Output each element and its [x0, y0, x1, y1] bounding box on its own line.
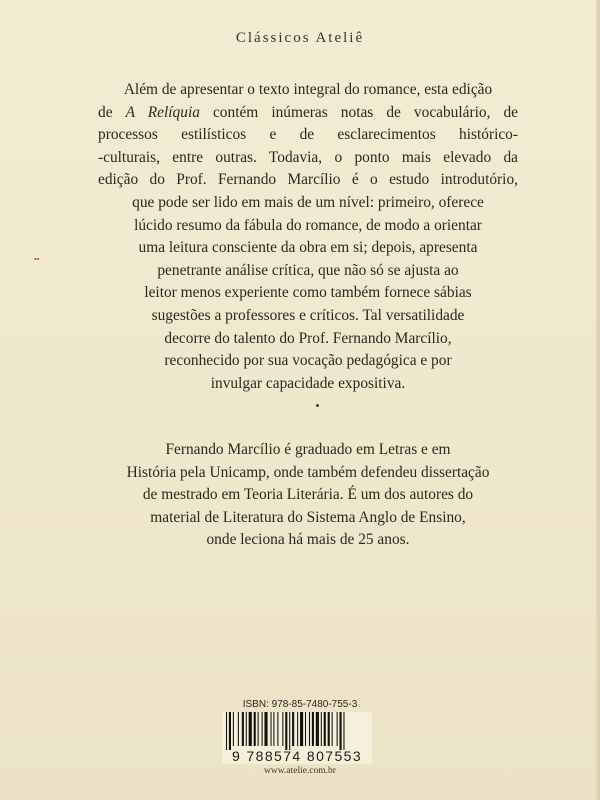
author-bio-paragraph: [98, 439, 518, 552]
text-line: onde leciona há mais de 25 anos.: [206, 531, 410, 549]
text-line: uma leitura consciente da obra em si; depois, apresenta: [138, 239, 478, 257]
barcode-bar: [254, 712, 256, 746]
text-line: lúcido resumo da fábula do romance, de modo a orientar: [134, 216, 482, 234]
text-line: Além de apresentar o texto integral do romance, esta edição: [123, 81, 493, 98]
barcode-bar: [277, 712, 278, 746]
barcode-bar: [285, 712, 287, 750]
barcode-bar: [271, 712, 272, 746]
barcode-bar: [246, 712, 247, 746]
barcode-bar: [312, 712, 314, 746]
barcode-bar: [324, 712, 326, 746]
cover-edge: [596, 0, 600, 800]
barcode-bar: [340, 712, 342, 750]
barcode-bar: [226, 712, 227, 750]
barcode-digits: 9 788574 807553: [232, 748, 362, 764]
text-line: -culturais, entre outras. Todavia, o ponto mais elevado da: [98, 148, 518, 166]
text-line: de mestrado em Teoria Literária. É um dos autores do: [142, 486, 474, 504]
barcode-bar: [343, 712, 344, 750]
barcode-bar: [258, 712, 259, 746]
text-line: decorre do talento do Prof. Fernando Marcílio,: [164, 329, 452, 347]
publisher-website: www.atelie.com.br: [264, 766, 336, 776]
text-line: edição do Prof. Fernando Marcílio é o estudo introdutório,: [98, 171, 518, 189]
text-line: reconhecido por sua vocação pedagógica e por: [164, 352, 452, 370]
barcode-bar: [289, 712, 290, 750]
barcode-bar: [229, 712, 231, 750]
text-line: que pode ser lido em mais de um nível: primeiro, oferece: [132, 193, 484, 211]
text-line: processos estilísticos e de esclarecimentos histórico-: [98, 126, 518, 144]
barcode-bar: [262, 712, 263, 746]
barcode-bar: [316, 712, 319, 746]
text-line: História pela Unicamp, onde também defendeu dissertação: [126, 463, 490, 481]
text-line: penetrante análise crítica, que não só se ajusta ao: [157, 261, 459, 279]
barcode-bar: [309, 712, 310, 746]
barcode-bar: [242, 712, 244, 746]
barcode-bar: [249, 712, 252, 746]
barcode-bar: [332, 712, 333, 746]
barcode-bar: [264, 712, 267, 746]
barcode-bar: [233, 712, 234, 746]
barcode-bars: [222, 712, 372, 750]
text-line: sugestões a professores e críticos. Tal versatilidade: [151, 306, 465, 324]
description-paragraph: [98, 79, 518, 395]
red-ink-mark: ••: [34, 255, 40, 264]
book-title: A Relíquia: [125, 103, 200, 121]
isbn-label: ISBN: 978-85-7480-755-3: [242, 699, 358, 710]
barcode-bar: [321, 712, 322, 746]
barcode-bar: [300, 712, 303, 746]
separator-dot: [316, 404, 319, 407]
barcode-bar: [305, 712, 306, 746]
barcode-bar: [292, 712, 294, 746]
barcode-bar: [282, 712, 283, 746]
barcode-bar: [238, 712, 239, 746]
barcode-bar: [328, 712, 330, 746]
barcode-bar: [337, 712, 338, 746]
series-title: Clássicos Ateliê: [235, 30, 365, 46]
text-line: de A Relíquia contém inúmeras notas de vocabulário, de: [98, 103, 518, 121]
text-line: leitor menos experiente como também fornece sábias: [144, 284, 472, 302]
text-line: material de Literatura do Sistema Anglo de Ensino,: [150, 508, 466, 526]
barcode-bar: [297, 712, 298, 746]
barcode-bar: [273, 712, 274, 746]
text-line: invulgar capacidade expositiva.: [210, 374, 406, 392]
text-line: Fernando Marcílio é graduado em Letras e em: [165, 441, 451, 458]
